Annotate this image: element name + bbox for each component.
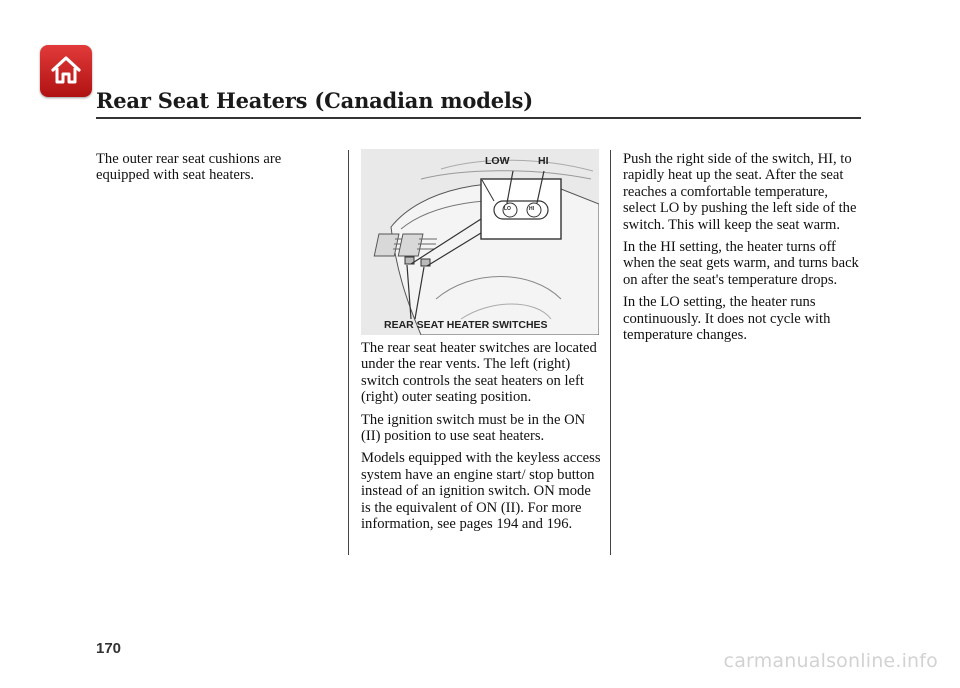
home-icon <box>49 53 83 87</box>
page-title: Rear Seat Heaters (Canadian models) <box>96 88 533 113</box>
paragraph: In the LO setting, the heater runs continuously. It does not cycle with temperature changes. <box>623 294 831 344</box>
low-label: LOW <box>485 155 510 167</box>
paragraph: The outer rear seat cushions are equipped with seat heaters. <box>96 151 282 184</box>
page-number: 170 <box>96 640 122 657</box>
column-divider <box>348 150 349 555</box>
watermark: carmanualsonline.info <box>723 650 938 672</box>
column-1 <box>96 151 326 190</box>
column-divider <box>610 150 611 555</box>
paragraph: Push the right side of the switch, HI, to rapidly heat up the seat. After the seat reaches a comfortable temperature, select LO by pushing the left side of the switch. This will keep the seat warm. <box>623 151 857 233</box>
paragraph: Models equipped with the keyless access system have an engine start/ stop button instead of an ignition switch. ON mode is the equivalent of ON (II). For more information, see pages 194 and 196. <box>361 450 601 533</box>
paragraph: The ignition switch must be in the ON (II) position to use seat heaters. <box>361 411 586 445</box>
console-illustration <box>361 149 599 335</box>
header-divider <box>96 117 861 119</box>
switch-hi-label: HI <box>529 206 534 212</box>
home-button[interactable] <box>40 45 92 97</box>
figure-caption: REAR SEAT HEATER SWITCHES <box>384 319 548 331</box>
switch-lo-label: LO <box>504 206 511 212</box>
paragraph: In the HI setting, the heater turns off when the seat gets warm, and turns back on after the seat's temperature drops. <box>623 239 859 288</box>
rear-seat-heater-illustration <box>361 149 599 335</box>
column-3 <box>623 151 863 349</box>
paragraph: The rear seat heater switches are located under the rear vents. The left (right) switch controls the seat heaters on left (right) outer seating position. <box>361 340 597 406</box>
hi-label: HI <box>538 155 549 167</box>
column-2 <box>361 340 601 538</box>
